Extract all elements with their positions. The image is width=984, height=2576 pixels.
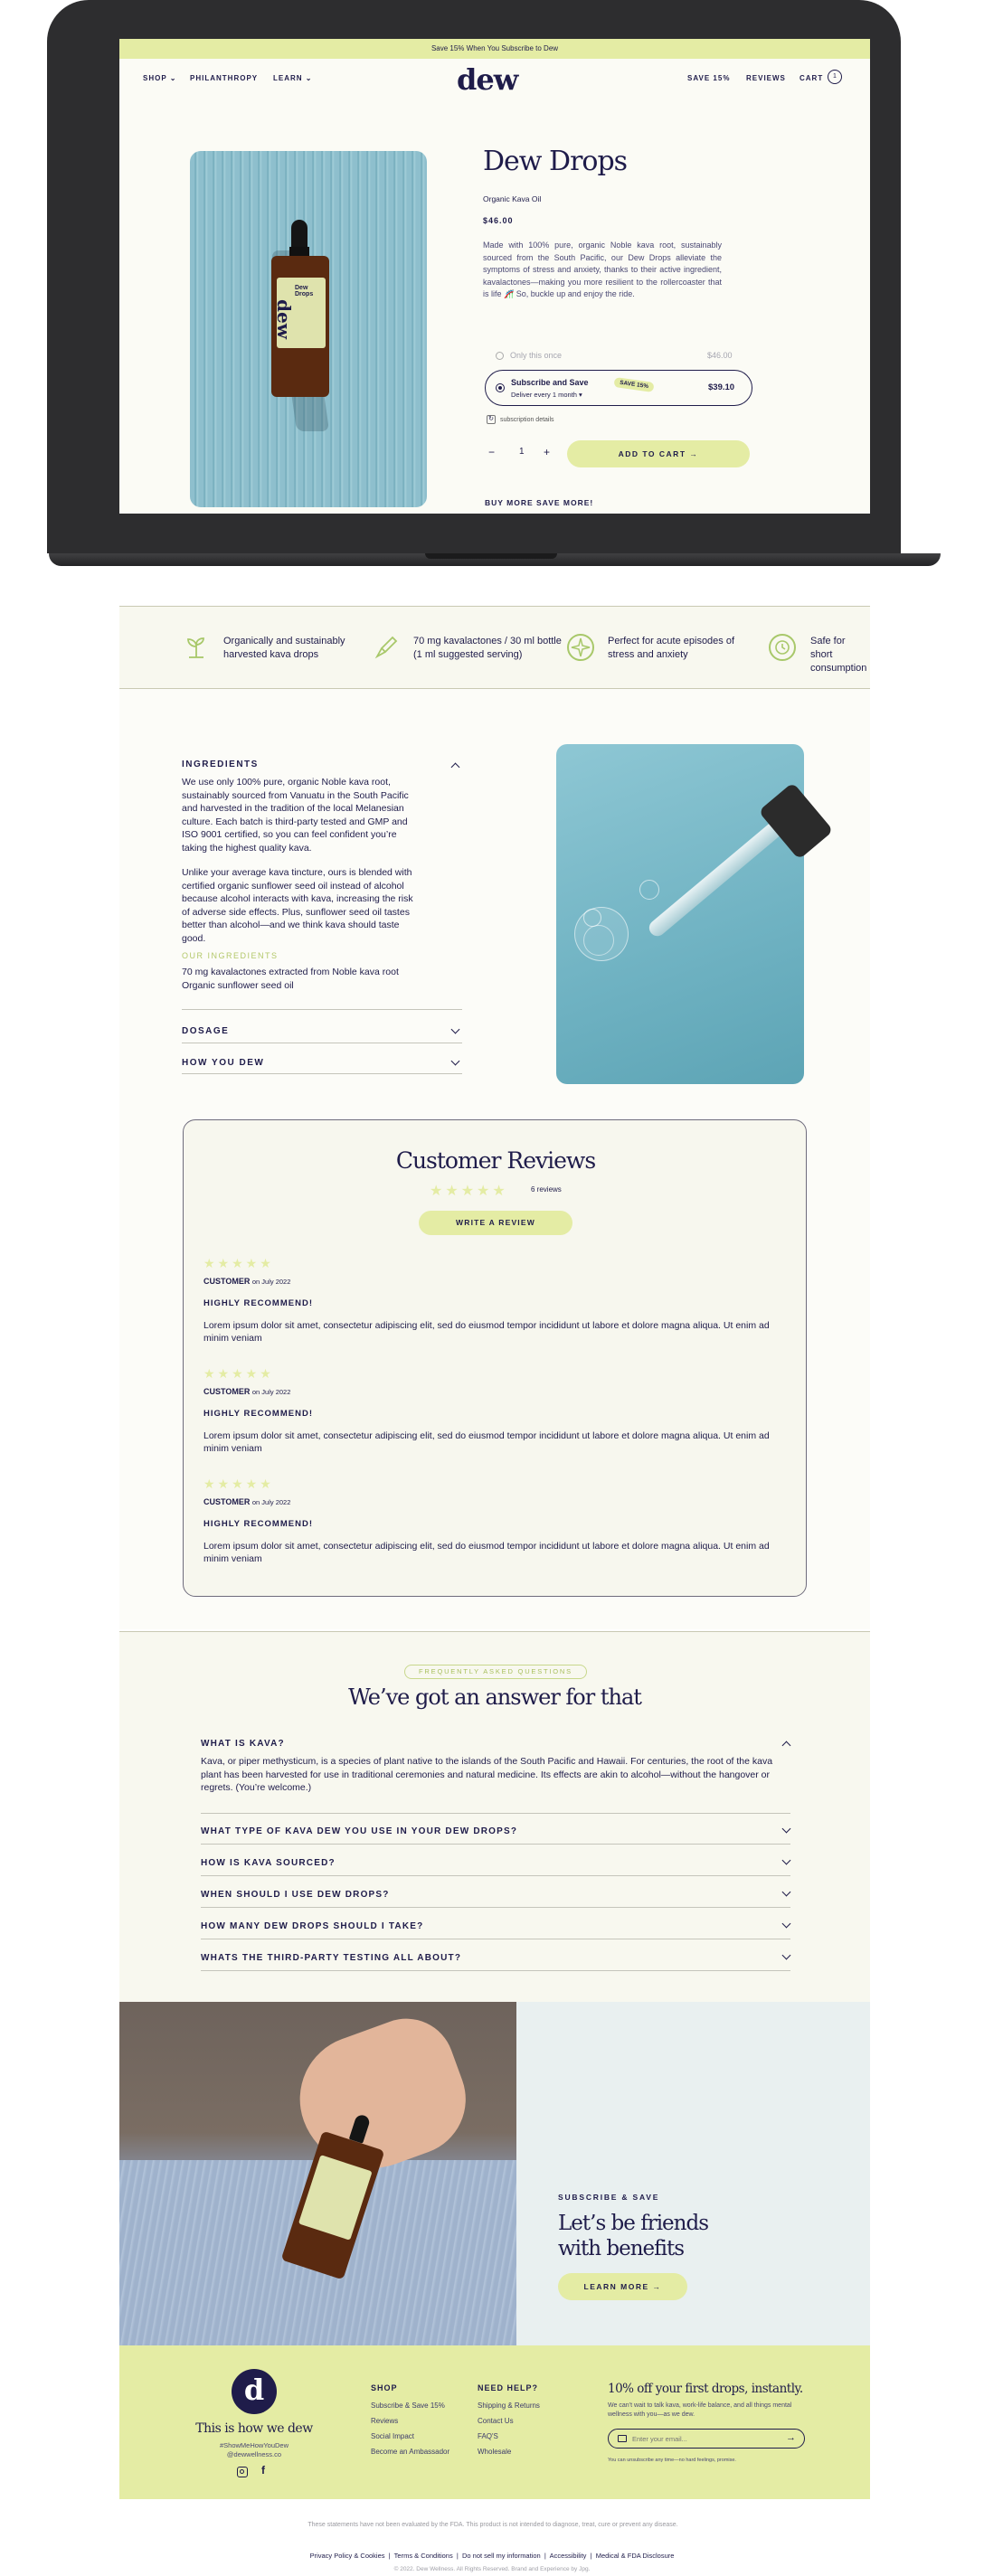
nav-save[interactable]: SAVE 15% bbox=[687, 74, 731, 82]
legal-link[interactable]: Do not sell my information bbox=[462, 2552, 541, 2560]
option-once-label[interactable]: Only this once bbox=[510, 351, 563, 360]
review-date: on July 2022 bbox=[251, 1278, 291, 1286]
faq-section bbox=[119, 1631, 870, 2002]
newsletter-fine-print: You can unsubscribe any time—no hard feelings, promise. bbox=[608, 2458, 736, 2463]
ingredients-paragraph-1: We use only 100% pure, organic Noble kava root, sustainably sourced from Vanuatu in the South Pacific and harvested in the tradition of the local Melanesian culture. Each batch is third-party tested and GMP and ISO 9001 certified, so you can feel confident you’re taking the highest quality kava. bbox=[182, 777, 409, 854]
glass-dropper bbox=[646, 811, 795, 939]
fda-disclaimer: These statements have not been evaluated by the FDA. This product is not intended to diagnose, treat, cure or prevent any disease. bbox=[181, 2517, 805, 2534]
option-subscribe-price: $39.10 bbox=[708, 382, 735, 392]
newsletter-title: 10% off your first drops, instantly. bbox=[608, 2382, 803, 2396]
quantity-stepper[interactable] bbox=[485, 441, 563, 465]
subscribe-title-line-1: Let’s be friends bbox=[558, 2212, 709, 2235]
accordion-ingredients[interactable]: INGREDIENTS bbox=[182, 760, 259, 769]
review-stars: ★★★★★ bbox=[203, 1256, 274, 1270]
cart-count-badge[interactable]: 1 bbox=[828, 70, 842, 84]
dropper-icon bbox=[373, 634, 400, 665]
chevron-down-icon[interactable] bbox=[782, 1825, 791, 1834]
chevron-up-icon[interactable] bbox=[782, 1741, 791, 1750]
product-price: $46.00 bbox=[483, 216, 514, 225]
faq-question[interactable]: WHEN SHOULD I USE DEW DROPS? bbox=[201, 1890, 390, 1900]
chevron-down-icon[interactable] bbox=[782, 1888, 791, 1897]
radio-dot bbox=[498, 386, 502, 390]
option-once-price: $46.00 bbox=[707, 351, 733, 360]
review-item bbox=[203, 1477, 782, 1565]
radio-subscribe[interactable] bbox=[496, 383, 505, 392]
footer-help-title: NEED HELP? bbox=[478, 2383, 539, 2392]
review-author: CUSTOMER bbox=[203, 1497, 251, 1506]
subscribe-frequency[interactable]: Deliver every 1 month ▾ bbox=[511, 391, 582, 399]
radio-once[interactable] bbox=[496, 352, 504, 360]
accordion-how-you-dew[interactable]: HOW YOU DEW bbox=[182, 1058, 265, 1068]
our-ingredients-heading: OUR INGREDIENTS bbox=[182, 951, 279, 960]
legal-links: Privacy Policy & Cookies | Terms & Conditions | Do not sell my information | Accessibility | Medical & FDA Disclosure bbox=[309, 2552, 675, 2560]
reviews-title: Customer Reviews bbox=[395, 1147, 596, 1174]
footer-hashtag: #ShowMeHowYouDew bbox=[219, 2441, 289, 2449]
feature-text: Perfect for acute episodes of stress and anxiety bbox=[608, 636, 735, 660]
divider bbox=[182, 1073, 462, 1074]
divider bbox=[201, 1970, 790, 1971]
footer-shop-link[interactable]: Reviews bbox=[371, 2417, 399, 2425]
feature-strip bbox=[119, 606, 870, 689]
footer bbox=[119, 2345, 870, 2499]
qty-value[interactable]: 1 bbox=[519, 447, 525, 457]
nav-cart[interactable]: CART bbox=[800, 74, 824, 82]
product-image bbox=[190, 151, 427, 507]
nav-shop[interactable]: SHOP ⌄ bbox=[143, 74, 177, 82]
ingredient-item: 70 mg kavalactones extracted from Noble kava root bbox=[182, 967, 399, 977]
option-subscribe[interactable] bbox=[485, 370, 752, 406]
faq-question[interactable]: HOW MANY DEW DROPS SHOULD I TAKE? bbox=[201, 1921, 424, 1931]
review-headline: HIGHLY RECOMMEND! bbox=[203, 1519, 313, 1529]
subscribe-eyebrow: SUBSCRIBE & SAVE bbox=[558, 2193, 660, 2202]
learn-more-button[interactable]: LEARN MORE → bbox=[558, 2273, 687, 2300]
instagram-icon[interactable] bbox=[237, 2467, 248, 2477]
product-title: Dew Drops bbox=[483, 146, 628, 177]
accordion-dosage[interactable]: DOSAGE bbox=[182, 1026, 230, 1036]
divider bbox=[201, 1813, 790, 1814]
subscribe-panel bbox=[516, 2002, 870, 2345]
product-subtitle: Organic Kava Oil bbox=[483, 194, 542, 203]
review-item bbox=[203, 1256, 782, 1345]
review-stars: ★★★★★ bbox=[203, 1477, 274, 1491]
reviews-card bbox=[183, 1119, 807, 1597]
faq-question[interactable]: HOW IS KAVA SOURCED? bbox=[201, 1858, 336, 1868]
legal-link[interactable]: Accessibility bbox=[549, 2552, 587, 2560]
email-field[interactable] bbox=[632, 2432, 777, 2445]
subscribe-title-line-2: with benefits bbox=[558, 2237, 685, 2260]
nav-reviews[interactable]: REVIEWS bbox=[746, 74, 786, 82]
option-subscribe-label: Subscribe and Save bbox=[511, 378, 589, 387]
review-headline: HIGHLY RECOMMEND! bbox=[203, 1409, 313, 1419]
dew-logo[interactable]: dew bbox=[457, 62, 518, 97]
chevron-down-icon[interactable] bbox=[782, 1856, 791, 1865]
footer-handle[interactable]: @dewwellness.co bbox=[226, 2450, 282, 2458]
info-icon: ↻ bbox=[487, 415, 496, 424]
footer-help-link[interactable]: Wholesale bbox=[478, 2448, 512, 2456]
ingredient-item: Organic sunflower seed oil bbox=[182, 980, 294, 991]
faq-title: We’ve got an answer for that bbox=[348, 1684, 641, 1710]
cycle-icon bbox=[769, 634, 796, 661]
review-stars: ★★★★★ bbox=[203, 1366, 274, 1381]
footer-shop-link[interactable]: Social Impact bbox=[371, 2432, 415, 2440]
oil-droplet bbox=[639, 880, 659, 900]
feature-text: 70 mg kavalactones / 30 ml bottle (1 ml suggested serving) bbox=[413, 636, 562, 660]
oil-droplet bbox=[583, 925, 614, 956]
laptop-screen bbox=[119, 39, 870, 514]
review-body: Lorem ipsum dolor sit amet, consectetur adipiscing elit, sed do eiusmod tempor incididunt ut labore et dolore magna aliqua. Ut enim ad minim veniam bbox=[203, 1430, 770, 1454]
faq-answer: Kava, or piper methysticum, is a species of plant native to the islands of the South Pacific and Hawaii. For centuries, the root of the kava plant has been harvested for use in traditional ceremonies and natural medicine. Its effects are akin to alcohol—without the hangover or regrets. (You’re welcome.) bbox=[201, 1756, 773, 1793]
footer-shop-link[interactable]: Become an Ambassador bbox=[371, 2448, 450, 2456]
chevron-down-icon[interactable] bbox=[782, 1951, 791, 1960]
review-date: on July 2022 bbox=[251, 1498, 291, 1506]
add-to-cart-button[interactable]: ADD TO CART → bbox=[567, 440, 750, 467]
dropper-photo bbox=[556, 744, 804, 1084]
review-body: Lorem ipsum dolor sit amet, consectetur adipiscing elit, sed do eiusmod tempor incididunt ut labore et dolore magna aliqua. Ut enim ad minim veniam bbox=[203, 1541, 770, 1564]
review-count[interactable]: 6 reviews bbox=[531, 1185, 562, 1194]
dew-badge-logo[interactable]: d bbox=[232, 2369, 277, 2414]
chevron-down-icon[interactable] bbox=[782, 1920, 791, 1929]
nav-philanthropy[interactable]: PHILANTHROPY bbox=[190, 74, 259, 82]
feature-text: Safe for short consumption bbox=[810, 636, 867, 674]
write-review-button[interactable]: WRITE A REVIEW bbox=[419, 1211, 572, 1235]
footer-shop-link[interactable]: Subscribe & Save 15% bbox=[371, 2401, 445, 2410]
faq-question-open[interactable]: WHAT IS KAVA? bbox=[201, 1739, 285, 1749]
divider bbox=[201, 1844, 790, 1845]
facebook-icon[interactable]: f bbox=[261, 2464, 265, 2477]
review-item bbox=[203, 1366, 782, 1455]
divider bbox=[201, 1907, 790, 1908]
bottle-body bbox=[271, 256, 329, 397]
qty-minus-button[interactable]: − bbox=[488, 446, 496, 458]
copyright: © 2022. Dew Wellness. All Rights Reserved. Brand and Experience by Jpg. bbox=[393, 2566, 591, 2572]
submit-arrow-icon[interactable]: → bbox=[786, 2432, 796, 2443]
legal-link[interactable]: Terms & Conditions bbox=[393, 2552, 453, 2560]
faq-eyebrow: FREQUENTLY ASKED QUESTIONS bbox=[404, 1665, 587, 1679]
lifestyle-photo bbox=[119, 2002, 516, 2345]
faq-question[interactable]: WHATS THE THIRD-PARTY TESTING ALL ABOUT? bbox=[201, 1953, 462, 1963]
oil-droplet bbox=[583, 909, 601, 927]
qty-plus-button[interactable]: + bbox=[544, 446, 551, 458]
dropper-cap bbox=[291, 220, 308, 250]
footer-tagline: This is how we dew bbox=[195, 2421, 313, 2436]
laptop-notch bbox=[425, 553, 557, 559]
review-author: CUSTOMER bbox=[203, 1277, 251, 1286]
product-description: Made with 100% pure, organic Noble kava root, sustainably sourced from the South Pacific, our Dew Drops alleviate the symptoms of stress and anxiety, thanks to their active ingredient, kavalactones—making you more resilient to the rollercoaster that is life 🎢 So, buckle up and enjoy the ride. bbox=[483, 241, 722, 298]
promo-bar[interactable]: Save 15% When You Subscribe to Dew bbox=[119, 39, 870, 59]
bottle-label bbox=[272, 278, 326, 348]
divider bbox=[182, 1009, 462, 1010]
footer-help-link[interactable]: Contact Us bbox=[478, 2417, 514, 2425]
footer-help-link[interactable]: FAQ'S bbox=[478, 2432, 498, 2440]
rating-stars: ★★★★★ bbox=[430, 1184, 508, 1199]
bottle-label-brand: dew bbox=[272, 299, 295, 339]
footer-shop-title: SHOP bbox=[371, 2383, 398, 2392]
review-body: Lorem ipsum dolor sit amet, consectetur adipiscing elit, sed do eiusmod tempor incididunt ut labore et dolore magna aliqua. Ut enim ad minim veniam bbox=[203, 1320, 770, 1344]
faq-question[interactable]: WHAT TYPE OF KAVA DEW YOU USE IN YOUR DEW DROPS? bbox=[201, 1826, 518, 1836]
divider bbox=[201, 1875, 790, 1876]
bottle-label-title: Dew Drops bbox=[295, 285, 314, 297]
nav-learn[interactable]: LEARN ⌄ bbox=[273, 74, 313, 82]
footer-help-link[interactable]: Shipping & Returns bbox=[478, 2401, 540, 2410]
subscription-details-link[interactable]: subscription details bbox=[500, 417, 554, 423]
save-badge: SAVE 15% bbox=[613, 377, 654, 392]
review-date: on July 2022 bbox=[251, 1388, 291, 1396]
mail-icon bbox=[618, 2435, 627, 2442]
buy-more-heading: BUY MORE SAVE MORE! bbox=[485, 498, 594, 507]
legal-link[interactable]: Privacy Policy & Cookies bbox=[309, 2552, 385, 2560]
review-author: CUSTOMER bbox=[203, 1387, 251, 1396]
ingredients-paragraph-2: Unlike your average kava tincture, ours is blended with certified organic sunflower seed oil instead of alcohol because alcohol interacts with kava, increasing the risk of adverse side effects. Plus, sunflower seed oil tastes better than alcohol—and we think kava should taste good. bbox=[182, 867, 413, 944]
newsletter-body: We can’t wait to talk kava, work-life balance, and all things mental wellness with you—as we dew. bbox=[608, 2402, 792, 2418]
sparkle-icon bbox=[567, 634, 594, 661]
review-headline: HIGHLY RECOMMEND! bbox=[203, 1298, 313, 1308]
legal-link[interactable]: Medical & FDA Disclosure bbox=[595, 2552, 675, 2560]
newsletter-email-input[interactable] bbox=[608, 2429, 805, 2449]
sprout-icon bbox=[183, 634, 210, 661]
feature-text: Organically and sustainably harvested kava drops bbox=[223, 636, 345, 660]
